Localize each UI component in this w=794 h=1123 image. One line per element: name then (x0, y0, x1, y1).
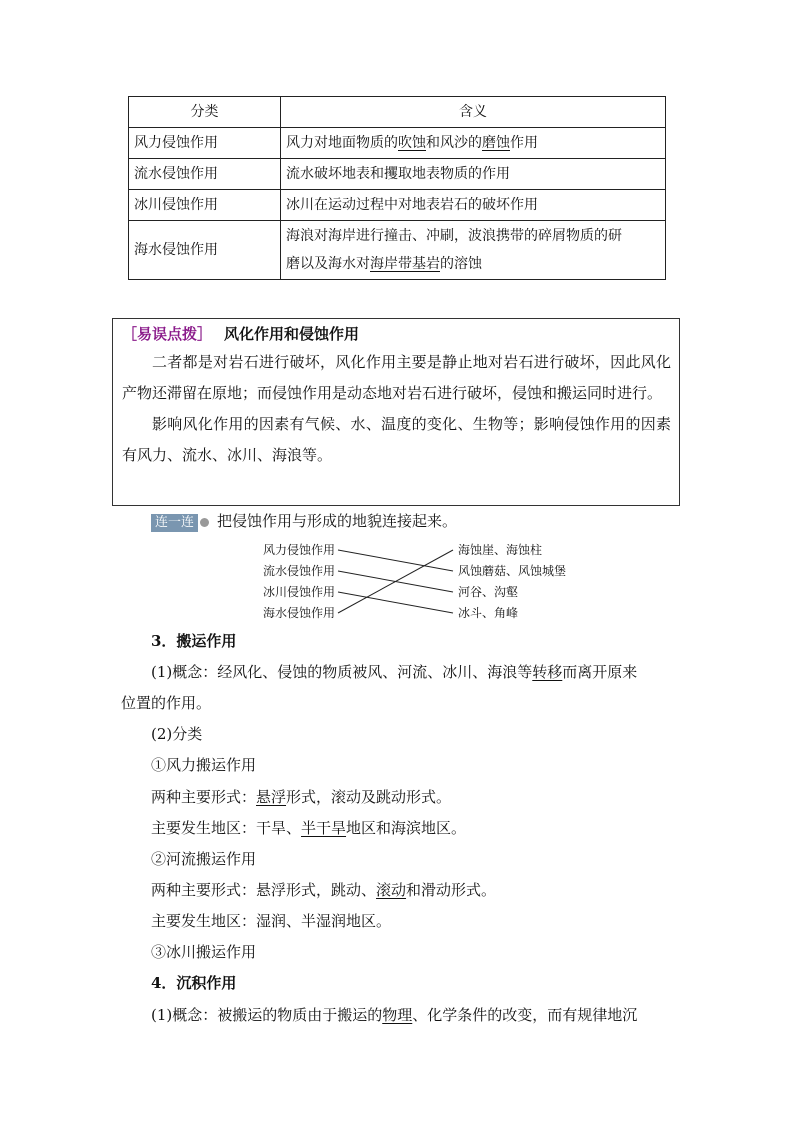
text-segment: 、化学条件的改变，而有规律地沉 (412, 1006, 638, 1024)
match-tag: 连一连 (151, 514, 198, 532)
text-segment: 地区和海滨地区。 (346, 819, 467, 837)
text-segment: 作用 (510, 135, 538, 151)
table-cell-name: 海水侵蚀作用 (129, 221, 281, 280)
river-transport-area: 主要发生地区：湿润、半湿润地区。 (151, 912, 392, 930)
underlined-term: 悬浮 (256, 788, 287, 806)
tip-paragraph: 二者都是对岩石进行破坏，风化作用主要是静止地对岩石进行破坏，因此风化产物还滞留在原地；而侵蚀作用是动态地对岩石进行破坏，侵蚀和搬运同时进行。 (122, 353, 671, 402)
text-segment: 风力对地面物质的 (286, 135, 398, 151)
match-right-item: 河谷、沟壑 (458, 585, 519, 599)
match-left-item: 冰川侵蚀作用 (263, 585, 336, 599)
tip-box (112, 318, 680, 506)
table-cell-meaning (281, 128, 666, 159)
match-line (338, 592, 453, 613)
wind-transport-forms (151, 786, 451, 808)
text-segment: (1)概念：经风化、侵蚀的物质被风、河流、冰川、海浪等 (151, 663, 533, 681)
tip-paragraph: 影响风化作用的因素有气候、水、温度的变化、生物等；影响侵蚀作用的因素有风力、流水、冰川、海浪等。 (122, 415, 671, 464)
text-segment: 形式，滚动及跳动形式。 (286, 788, 452, 806)
section-4-title: 4．沉积作用 (151, 974, 237, 992)
s3-concept (151, 661, 637, 683)
erosion-classification-table (128, 96, 666, 280)
match-line (338, 550, 453, 571)
s3-classify: (2)分类 (151, 725, 203, 743)
match-left-item: 海水侵蚀作用 (263, 606, 336, 620)
table-cell-meaning: 冰川在运动过程中对地表岩石的破坏作用 (281, 190, 666, 221)
wind-transport-title: ①风力搬运作用 (151, 756, 257, 774)
table-header-row (129, 97, 666, 128)
match-exercise-header (151, 510, 457, 532)
match-left-item: 流水侵蚀作用 (263, 564, 336, 578)
underlined-term: 吹蚀 (398, 135, 426, 151)
match-line (338, 550, 453, 613)
table-row (129, 159, 666, 190)
match-right-item: 海蚀崖、海蚀柱 (458, 543, 543, 557)
text-segment: 而离开原来 (562, 663, 638, 681)
text-segment: 主要发生地区：干旱、 (151, 819, 302, 837)
bullet-dot-icon (200, 518, 209, 527)
underlined-term: 转移 (532, 663, 563, 681)
text-segment: 和滑动形式。 (406, 881, 497, 899)
table-row (129, 128, 666, 159)
underlined-term: 磨蚀 (482, 135, 510, 151)
text-segment: 的溶蚀 (440, 256, 482, 272)
text-segment: 海浪对海岸进行撞击、冲刷，波浪携带的碎屑物质的研 (286, 228, 622, 244)
text-segment: 和风沙的 (426, 135, 482, 151)
tip-title-row (122, 323, 671, 347)
match-left-item: 风力侵蚀作用 (263, 543, 336, 557)
match-lines (250, 536, 460, 626)
match-instruction: 把侵蚀作用与形成的地貌连接起来。 (217, 512, 458, 530)
text-segment: (1)概念：被搬运的物质由于搬运的 (151, 1006, 383, 1024)
underlined-term: 半干旱 (301, 819, 347, 837)
text-segment: 磨以及海水对 (286, 256, 370, 272)
s4-concept (151, 1004, 637, 1026)
underlined-term: 海岸带基岩 (370, 256, 440, 272)
table-row (129, 190, 666, 221)
table-header-category: 分类 (129, 97, 281, 128)
match-right-item: 风蚀蘑菇、风蚀城堡 (458, 564, 567, 578)
glacier-transport-title: ③冰川搬运作用 (151, 943, 257, 961)
tip-tag: ［易误点拨］ (122, 325, 213, 343)
table-cell-meaning (281, 221, 666, 280)
underlined-term: 滚动 (376, 881, 407, 899)
underlined-term: 物理 (382, 1006, 413, 1024)
tip-topic: 风化作用和侵蚀作用 (224, 325, 360, 343)
text-segment: 两种主要形式：悬浮形式，跳动、 (151, 881, 377, 899)
table-cell-meaning: 流水破坏地表和攫取地表物质的作用 (281, 159, 666, 190)
table-cell-name: 风力侵蚀作用 (129, 128, 281, 159)
match-right-item: 冰斗、角峰 (458, 606, 519, 620)
wind-transport-area (151, 817, 466, 839)
table-header-meaning: 含义 (281, 97, 666, 128)
table-cell-name: 流水侵蚀作用 (129, 159, 281, 190)
text-segment: 两种主要形式： (151, 788, 257, 806)
river-transport-title: ②河流搬运作用 (151, 850, 257, 868)
s3-concept-cont: 位置的作用。 (121, 694, 212, 712)
river-transport-forms (151, 879, 496, 901)
table-cell-name: 冰川侵蚀作用 (129, 190, 281, 221)
text-line (286, 250, 660, 278)
section-3-title: 3．搬运作用 (151, 632, 237, 650)
table-row (129, 221, 666, 280)
